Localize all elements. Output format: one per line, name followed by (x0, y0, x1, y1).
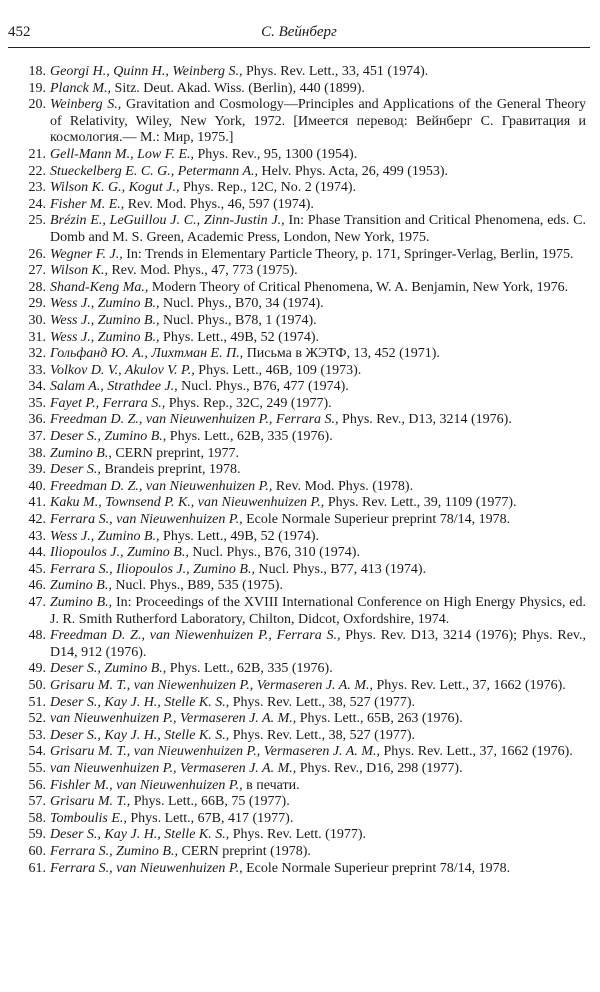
reference-details: In: Trends in Elementary Particle Theory, p. 171, Springer-Verlag, Berlin, 1975. (122, 246, 574, 262)
reference-details: Phys. Lett., 49B, 52 (1974). (159, 528, 319, 544)
reference-details: Nucl. Phys., B76, 310 (1974). (188, 545, 360, 561)
reference-authors: Deser S., (50, 462, 101, 478)
reference-details: Phys. Lett., 62B, 335 (1976). (166, 429, 333, 445)
reference-item (16, 512, 586, 529)
reference-number: 47. (28, 595, 46, 610)
reference-item (16, 330, 586, 347)
reference-details: CERN preprint (1978). (177, 843, 311, 859)
reference-number: 51. (28, 694, 46, 710)
reference-number: 27. (28, 263, 46, 279)
reference-authors: Fayet P., Ferrara S., (50, 395, 166, 411)
reference-authors: Wilson K. G., Kogut J., (50, 180, 180, 196)
reference-details: Ecole Normale Superieur preprint 78/14, 1978. (242, 512, 511, 528)
reference-authors: Volkov D. V., Akulov V. P., (50, 362, 195, 378)
reference-authors: Ferrara S., van Nieuwenhuizen P., (50, 860, 243, 876)
reference-item (16, 562, 586, 579)
reference-details: Phys. Rep., 12C, No. 2 (1974). (179, 180, 357, 196)
reference-number: 61. (28, 860, 46, 876)
reference-item (16, 861, 586, 878)
reference-number: 18. (28, 64, 46, 79)
reference-item (16, 628, 586, 661)
reference-authors: Ferrara S., van Nieuwenhuizen P., (50, 512, 243, 528)
reference-authors: Wess J., Zumino B., (50, 528, 160, 544)
reference-item (16, 595, 586, 628)
reference-item (16, 363, 586, 380)
reference-item (16, 794, 586, 811)
reference-authors: Deser S., Kay J. H., Stelle K. S., (50, 727, 230, 743)
reference-number: 41. (28, 495, 46, 511)
reference-details: Phys. Rev., D13, 3214 (1976). (338, 412, 512, 428)
reference-authors: Freedman D. Z., van Nieuwenhuizen P., Ferrara S., (50, 412, 339, 428)
reference-authors: Deser S., Kay J. H., Stelle K. S., (50, 827, 230, 843)
reference-item (16, 296, 586, 313)
reference-details: Nucl. Phys., B78, 1 (1974). (159, 312, 317, 328)
reference-authors: Brézin E., LeGuillou J. C., Zinn-Justin J., (50, 213, 285, 229)
reference-item (16, 744, 586, 761)
reference-item (16, 728, 586, 745)
reference-item (16, 827, 586, 844)
reference-authors: Wess J., Zumino B., (50, 312, 160, 328)
reference-details: Phys. Rev. Lett., 33, 451 (1974). (242, 64, 429, 79)
reference-number: 33. (28, 362, 46, 378)
reference-number: 57. (28, 794, 46, 810)
reference-authors: Fishler M., van Nieuwenhuizen P., (50, 777, 243, 793)
reference-authors: Freedman D. Z., van Niewenhuizen P., Ferrara S., (50, 628, 341, 644)
reference-item (16, 280, 586, 297)
reference-number: 53. (28, 727, 46, 743)
reference-item (16, 147, 586, 164)
reference-item (16, 164, 586, 181)
reference-details: Nucl. Phys., B89, 535 (1975). (111, 578, 283, 594)
reference-details: Phys. Rev. Lett., 37, 1662 (1976). (373, 677, 566, 693)
reference-number: 26. (28, 246, 46, 262)
reference-number: 55. (28, 760, 46, 776)
reference-authors: Zumino B., (50, 578, 112, 594)
reference-number: 32. (28, 346, 46, 362)
reference-number: 19. (28, 80, 46, 96)
reference-authors: Stueckelberg E. C. G., Petermann A., (50, 163, 259, 179)
header-rule (8, 47, 590, 48)
reference-details: Phys. Rev. Lett., 38, 527 (1977). (229, 727, 415, 743)
reference-number: 45. (28, 561, 46, 577)
page-header (8, 22, 590, 42)
reference-item (16, 213, 586, 246)
reference-number: 56. (28, 777, 46, 793)
reference-details: Phys. Rev. Lett. (1977). (229, 827, 366, 843)
reference-number: 30. (28, 312, 46, 328)
reference-number: 52. (28, 711, 46, 727)
reference-details: Sitz. Deut. Akad. Wiss. (Berlin), 440 (1899). (111, 80, 365, 96)
reference-details: Rev. Mod. Phys. (1978). (272, 478, 414, 494)
reference-item (16, 446, 586, 463)
reference-details: Phys. Rev., 95, 1300 (1954). (194, 146, 358, 162)
reference-authors: Grisaru M. T., van Nieuwenhuizen P., Vermaseren J. A. M., (50, 744, 381, 760)
reference-item (16, 462, 586, 479)
reference-item (16, 578, 586, 595)
reference-item (16, 97, 586, 147)
reference-details: Ecole Normale Superieur preprint 78/14, 1978. (242, 860, 511, 876)
reference-details: Phys. Rev., D16, 298 (1977). (296, 760, 463, 776)
reference-number: 46. (28, 578, 46, 594)
reference-authors: Freedman D. Z., van Nieuwenhuizen P., (50, 478, 273, 494)
reference-item (16, 396, 586, 413)
reference-item (16, 313, 586, 330)
reference-details: Brandeis preprint, 1978. (100, 462, 241, 478)
reference-item (16, 479, 586, 496)
reference-details: Gravitation and Cosmology—Principles and Applications of the General Theory of Relativity, Wiley, New York, 1972. [Имеется перевод: Вейнберг С. Гравитация и космология.— М.: Мир, 1975.] (50, 97, 587, 146)
reference-authors: Wess J., Zumino B., (50, 296, 160, 312)
reference-authors: Iliopoulos J., Zumino B., (50, 545, 189, 561)
reference-item (16, 711, 586, 728)
reference-details: Phys. Lett., 62B, 335 (1976). (166, 661, 333, 677)
reference-authors: Weinberg S., (50, 97, 122, 113)
reference-details: Phys. Rev. D13, 3214 (1976); Phys. Rev., D14, 912 (1976). (50, 628, 587, 660)
reference-number: 50. (28, 677, 46, 693)
reference-number: 35. (28, 395, 46, 411)
reference-details: Phys. Rev. Lett., 38, 527 (1977). (229, 694, 415, 710)
reference-authors: Ferrara S., Iliopoulos J., Zumino B., (50, 561, 255, 577)
reference-item (16, 429, 586, 446)
reference-number: 20. (28, 97, 46, 113)
reference-item (16, 545, 586, 562)
reference-number: 38. (28, 445, 46, 461)
reference-number: 58. (28, 810, 46, 826)
reference-authors: Fisher M. E., (50, 196, 125, 212)
reference-details: Rev. Mod. Phys., 46, 597 (1974). (124, 196, 314, 212)
reference-number: 34. (28, 379, 46, 395)
reference-details: In: Phase Transition and Critical Phenomena, eds. C. Domb and M. S. Green, Academic Press, London, New York, 1975. (50, 213, 586, 245)
reference-details: Phys. Lett., 66B, 75 (1977). (130, 794, 290, 810)
reference-number: 31. (28, 329, 46, 345)
reference-details: Phys. Lett., 49B, 52 (1974). (159, 329, 319, 345)
reference-item (16, 661, 586, 678)
reference-number: 28. (28, 279, 46, 295)
reference-number: 23. (28, 180, 46, 196)
reference-item (16, 811, 586, 828)
reference-authors: Deser S., Kay J. H., Stelle K. S., (50, 694, 230, 710)
reference-number: 29. (28, 296, 46, 312)
reference-details: Phys. Lett., 67B, 417 (1977). (126, 810, 294, 826)
reference-item (16, 346, 586, 363)
reference-number: 40. (28, 478, 46, 494)
reference-authors: Planck M., (50, 80, 112, 96)
reference-item (16, 64, 586, 81)
reference-number: 44. (28, 545, 46, 561)
reference-number: 39. (28, 462, 46, 478)
reference-item (16, 412, 586, 429)
reference-details: Helv. Phys. Acta, 26, 499 (1953). (258, 163, 449, 179)
reference-details: в печати. (242, 777, 300, 793)
reference-details: Phys. Lett., 65B, 263 (1976). (296, 711, 463, 727)
reference-item (16, 197, 586, 214)
reference-authors: Kaku M., Townsend P. K., van Nieuwenhuizen P., (50, 495, 325, 511)
reference-details: Nucl. Phys., B76, 477 (1974). (177, 379, 349, 395)
reference-authors: van Nieuwenhuizen P., Vermaseren J. A. M., (50, 711, 297, 727)
reference-details: Phys. Rep., 32C, 249 (1977). (165, 395, 332, 411)
reference-item (16, 844, 586, 861)
reference-authors: Georgi H., Quinn H., Weinberg S., (50, 64, 243, 79)
reference-authors: van Nieuwenhuizen P., Vermaseren J. A. M., (50, 760, 297, 776)
reference-authors: Deser S., Zumino B., (50, 661, 167, 677)
reference-number: 21. (28, 146, 46, 162)
reference-authors: Wilson K., (50, 263, 108, 279)
reference-item (16, 263, 586, 280)
reference-authors: Tomboulis E., (50, 810, 127, 826)
reference-authors: Гольфанд Ю. А., Лихтман Е. П., (50, 346, 244, 362)
reference-details: Modern Theory of Critical Phenomena, W. A. Benjamin, New York, 1976. (148, 279, 569, 295)
reference-details: Phys. Rev. Lett., 39, 1109 (1977). (324, 495, 517, 511)
reference-number: 43. (28, 528, 46, 544)
reference-item (16, 761, 586, 778)
page-number: 452 (8, 24, 31, 40)
reference-item (16, 678, 586, 695)
reference-details: Письма в ЖЭТФ, 13, 452 (1971). (243, 346, 440, 362)
reference-number: 22. (28, 163, 46, 179)
reference-details: Nucl. Phys., B77, 413 (1974). (254, 561, 427, 577)
reference-number: 24. (28, 196, 46, 212)
reference-details: In: Proceedings of the XVIII International Conference on High Energy Physics, ed. J. R. Smith Rutherford Laboratory, Chilton, Didcot, Oxfordshire, 1974. (50, 595, 587, 627)
reference-authors: Gell-Mann M., Low F. E., (50, 146, 195, 162)
reference-details: Nucl. Phys., B70, 34 (1974). (159, 296, 324, 312)
reference-item (16, 695, 586, 712)
reference-item (16, 529, 586, 546)
reference-number: 37. (28, 429, 46, 445)
reference-item (16, 180, 586, 197)
reference-authors: Wegner F. J., (50, 246, 123, 262)
reference-authors: Salam A., Strathdee J., (50, 379, 178, 395)
reference-authors: Zumino B., (50, 445, 112, 461)
reference-item (16, 778, 586, 795)
reference-list (16, 64, 586, 877)
reference-number: 60. (28, 843, 46, 859)
reference-authors: Grisaru M. T., (50, 794, 131, 810)
reference-authors: Wess J., Zumino B., (50, 329, 160, 345)
reference-authors: Deser S., Zumino B., (50, 429, 167, 445)
reference-authors: Grisaru M. T., van Niewenhuizen P., Vermaseren J. A. M., (50, 677, 374, 693)
reference-details: Phys. Lett., 46B, 109 (1973). (194, 362, 362, 378)
running-head: С. Вейнберг (261, 24, 337, 40)
reference-item (16, 495, 586, 512)
reference-details: Rev. Mod. Phys., 47, 773 (1975). (107, 263, 298, 279)
reference-number: 42. (28, 512, 46, 528)
reference-authors: Shand-Keng Ma., (50, 279, 149, 295)
reference-item (16, 81, 586, 98)
reference-number: 36. (28, 412, 46, 428)
reference-number: 48. (28, 628, 46, 644)
reference-item (16, 247, 586, 264)
reference-item (16, 379, 586, 396)
reference-details: CERN preprint, 1977. (111, 445, 239, 461)
reference-authors: Ferrara S., Zumino B., (50, 843, 178, 859)
reference-number: 49. (28, 661, 46, 677)
reference-number: 25. (28, 213, 46, 229)
reference-number: 59. (28, 827, 46, 843)
reference-number: 54. (28, 744, 46, 760)
reference-authors: Zumino B., (50, 595, 113, 610)
reference-details: Phys. Rev. Lett., 37, 1662 (1976). (380, 744, 573, 760)
